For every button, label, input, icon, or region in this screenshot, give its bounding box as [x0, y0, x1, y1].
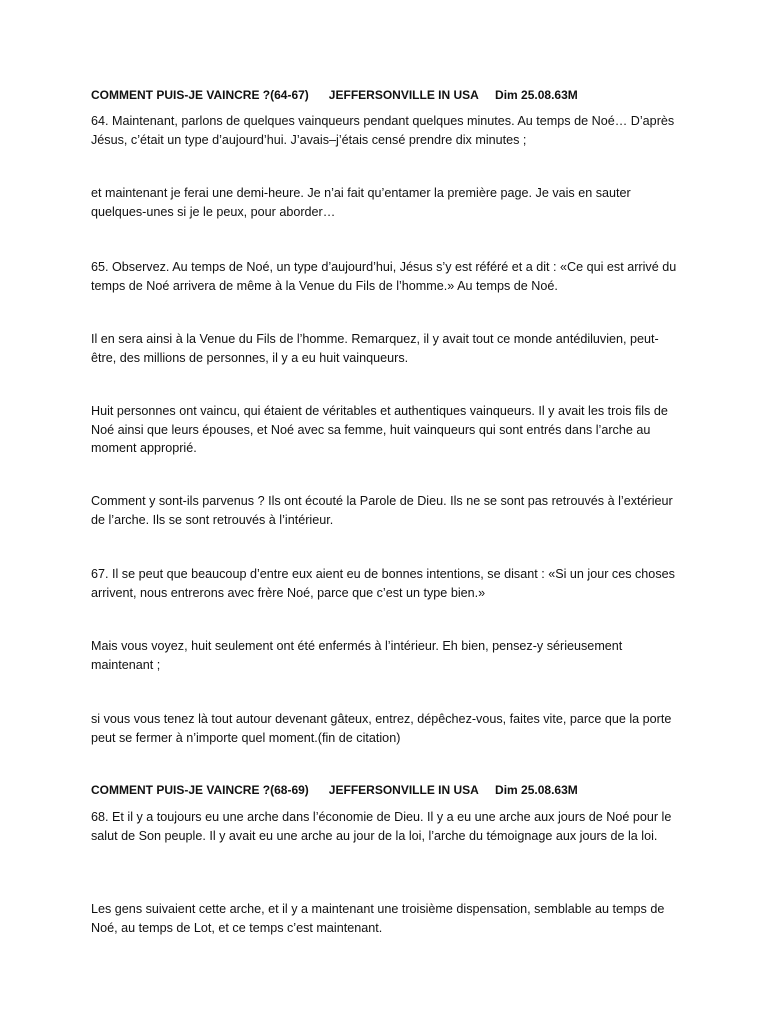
paragraph: Mais vous voyez, huit seulement ont été enfermés à l’intérieur. Eh bien, pensez-y sérieusement maintenant ; [91, 639, 623, 672]
paragraph: 64. Maintenant, parlons de quelques vainqueurs pendant quelques minutes. Au temps de Noé… D’après Jésus, c’était un type d’aujourd’hui. J’avais–j’étais censé prendre dix minutes ; [91, 114, 675, 147]
paragraph: 68. Et il y a toujours eu une arche dans l’économie de Dieu. Il y a eu une arche aux jours de Noé pour le salut de Son peuple. Il y avait eu une arche au jour de la loi, l’arche du témoignage aux jours de la loi. [91, 810, 672, 843]
paragraph: 65. Observez. Au temps de Noé, un type d’aujourd’hui, Jésus s’y est référé et a dit : «Ce qui est arrivé du temps de Noé arrivera de même à la Venue du Fils de l’homme.» Au temps de Noé. [91, 260, 677, 293]
paragraph: Comment y sont-ils parvenus ? Ils ont écouté la Parole de Dieu. Ils ne se sont pas retrouvés à l’extérieur de l’arche. Ils se sont retrouvés à l’intérieur. [91, 494, 673, 527]
paragraph: et maintenant je ferai une demi-heure. Je n’ai fait qu’entamer la première page. Je vais en sauter quelques-unes si je le peux, pour aborder… [91, 186, 631, 219]
paragraph: si vous vous tenez là tout autour devenant gâteux, entrez, dépêchez-vous, faites vite, parce que la porte peut se fermer à n’importe quel moment.(fin de citation) [91, 712, 672, 745]
paragraph: 67. Il se peut que beaucoup d’entre eux aient eu de bonnes intentions, se disant : «Si un jour ces choses arrivent, nous entrerons avec frère Noé, parce que c’est un type bien.» [91, 567, 675, 600]
section-heading: COMMENT PUIS-JE VAINCRE ?(64-67) JEFFERSONVILLE IN USA Dim 25.08.63M [91, 88, 578, 102]
document-page [91, 0, 681, 1024]
paragraph: Les gens suivaient cette arche, et il y a maintenant une troisième dispensation, semblable au temps de Noé, au temps de Lot, et ce temps c’est maintenant. [91, 902, 665, 935]
paragraph: Il en sera ainsi à la Venue du Fils de l’homme. Remarquez, il y avait tout ce monde antédiluvien, peut-être, des millions de personnes, il y a eu huit vainqueurs. [91, 332, 659, 365]
section-heading: COMMENT PUIS-JE VAINCRE ?(68-69) JEFFERSONVILLE IN USA Dim 25.08.63M [91, 783, 578, 797]
paragraph: Huit personnes ont vaincu, qui étaient de véritables et authentiques vainqueurs. Il y avait les trois fils de Noé ainsi que leurs épouses, et Noé avec sa femme, huit vainqueurs qui sont entrés dans l’arche au moment approprié. [91, 404, 668, 455]
